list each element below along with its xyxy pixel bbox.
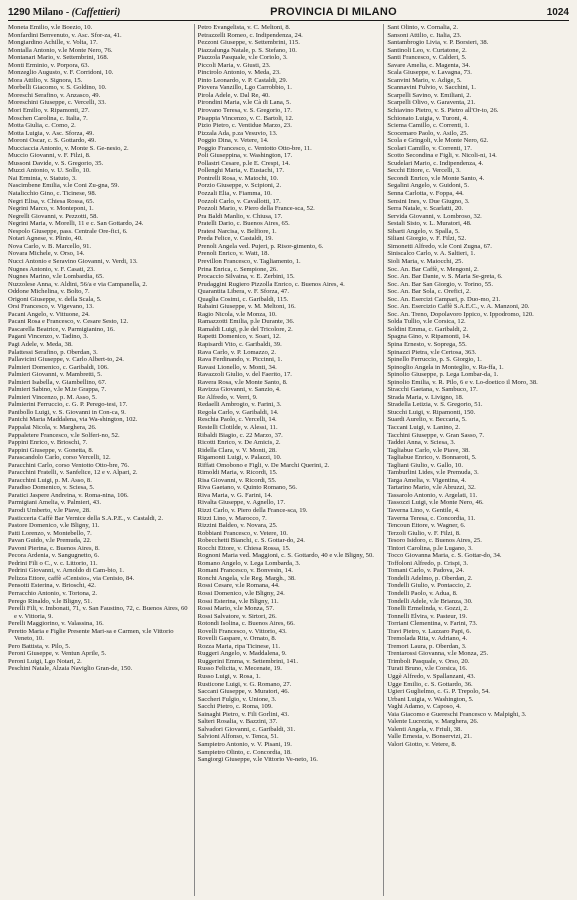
directory-entry: Perego Rinaldo, v.le Bligny, 51. — [8, 597, 93, 605]
directory-entry: Rossi Salvatore, v. Sirtori, 26. — [197, 612, 277, 620]
directory-columns — [8, 24, 569, 896]
directory-entry: Moschen Carolina, c. Italia, 7. — [8, 114, 88, 122]
directory-entry: Pirondini Maria, v.le Cà di Lana, 5. — [197, 99, 292, 107]
directory-entry: Turati Bruno, v.le Corsica, 16. — [387, 665, 468, 673]
directory-entry: Palattessi Serafino, p. Oberdan, 3. — [8, 348, 98, 356]
directory-entry: Mongiardino Achille, v. Volta, 17. — [8, 39, 98, 47]
directory-entry: Santambrogio Livia, v. P. Borsieri, 38. — [387, 39, 489, 47]
directory-entry: Pastore Domenico, v.le Bligny, 11. — [8, 522, 100, 530]
column-3 — [383, 24, 569, 896]
directory-entry: Paratici Jaspere Andreina, v. Roma-nina, 106. — [8, 491, 129, 499]
directory-entry: Tonnelli Elvira, v. Pasteur, 19. — [387, 612, 468, 620]
directory-entry: Mora Attilio, v. Signora, 15. — [8, 76, 83, 84]
directory-entry: Rigamonti Luigi, v. Palazzi, 10. — [197, 454, 282, 462]
directory-entry: Spinazzi Pietra, v.le Certosa, 363. — [387, 348, 477, 356]
directory-entry: Parodi Umberto, v.le Piave, 28. — [8, 507, 91, 514]
directory-entry: Pero Battista, v. Pilo, 5. — [8, 642, 71, 650]
directory-entry: Spinolio Giuseppe, p. Lega Lombar-da, 1. — [387, 371, 499, 379]
directory-entry: Prudaggini Rugiero Pizzolla Enrico, c. Buenos Aires, 4. — [197, 280, 345, 288]
directory-entry: Simonetti Alfredo, v.le Coni Zugna, 67. — [387, 242, 492, 250]
directory-entry: Notari Agnese, v. Plinio, 40. — [8, 235, 83, 243]
directory-entry: Riva Gaetano, v. Quinto Romano, 56. — [197, 484, 298, 492]
directory-entry: Pelizza Ettore, caffè «Cenisio», via Cenisio, 84. — [8, 574, 135, 582]
directory-entry: Parascandolo Carlo, corso Vercelli, 12. — [8, 454, 111, 462]
directory-entry: Sampietro Olinto, c. Concordia, 18. — [197, 748, 292, 756]
directory-entry: Scarpelli Savino, v. Emiliani, 2. — [387, 91, 472, 99]
directory-entry: Santi Francesco, v. Calderi, 5. — [387, 54, 467, 62]
directory-entry: Siliani Giorgio, v. F. Filzi, 52. — [387, 235, 467, 243]
directory-entry: Valle Ernesta, v. Bonservizi, 21. — [387, 733, 472, 741]
directory-entry: Tondelli Adele, v.le Brianza, 30. — [387, 597, 473, 605]
directory-entry: Valenti Angela, v. Friuli, 38. — [387, 725, 463, 733]
directory-entry: Pezzoni Giuseppe, v. Settembrini, 115. — [197, 39, 300, 47]
directory-entry: Scola e Gringoli, v.le Monte Nero, 62. — [387, 137, 489, 145]
directory-entry: Saccheri Fulgio, v. Unione, 3. — [197, 695, 277, 703]
directory-entry: Scala Giuseppe, v. Lavagna, 73. — [387, 69, 472, 77]
directory-entry: Vaghi Adamo, v. Caposo, 4. — [387, 703, 461, 711]
directory-entry: Mucciaccia Antonio, v. Monte S. Ge-nesio, 2. — [8, 144, 129, 152]
directory-entry: Panibollo Luigi, v. S. Giovanni in Con-ca, 9. — [8, 408, 126, 416]
directory-entry: Rusticone Luigi, v. G. Romano, 27. — [197, 680, 292, 688]
directory-entry: Romani Francesco, v. Bonvesin, 14. — [197, 567, 293, 575]
directory-entry: Tomani Carlo, v. Padova, 24. — [387, 567, 465, 575]
directory-entry: Sansoni Attilio, c. Italia, 23. — [387, 31, 462, 39]
directory-entry: Urbani Luigia, v. Washington, 5. — [387, 695, 474, 703]
directory-entry: Sampietro Antonio, v. V. Pisani, 19. — [197, 740, 292, 748]
directory-entry: Soc. An. Bar Sola, c. Orefici, 2. — [387, 288, 471, 296]
directory-entry: Tremori Laura, p. Oberdan, 3. — [387, 642, 467, 650]
directory-entry: Pappaletere Francesco, v.le Solferi-no, 52. — [8, 431, 120, 439]
directory-entry: Moneta Emilio, v.le Boezio, 10. — [8, 24, 93, 31]
directory-entry: Salteri Rosalia, v. Bazzini, 37. — [197, 718, 278, 726]
directory-entry: Paracchini Luigi, p. M. Asso, 8. — [8, 476, 92, 484]
directory-entry: Serra Natale, v. Scarlatti, 20. — [387, 205, 464, 213]
column-2 — [194, 24, 380, 896]
directory-entry: Palmieri Giovanni, v. Mambretti, 5. — [8, 371, 103, 379]
directory-entry: Stracchi Gaetana, v. Sambuco, 17. — [387, 386, 478, 394]
page-header — [8, 6, 569, 21]
header-left: 1290 Milano - (Caffettieri) — [8, 7, 121, 18]
directory-entry: Peretto Maria e Figlie Presente Mari-sa e Carmen, v.le Vittorio Veneto, 10. — [8, 627, 174, 643]
directory-entry: Rizzi Lino, v. Marocco, 7. — [197, 514, 267, 522]
directory-entry: Tartarino Mario, v.le Abruzzi, 32. — [387, 484, 476, 492]
directory-entry: Taverna Teresa, c. Concordia, 11. — [387, 514, 476, 522]
directory-entry: Tonelli Ermelinda, v. Gozzi, 2. — [387, 605, 469, 613]
directory-entry: Soc. An. Esercizio Caffè S.A.E.C., v. A. Manzoni, 20. — [387, 303, 530, 311]
directory-entry: Scanvini Mario, v. Adige, 5. — [387, 76, 462, 84]
directory-entry: Russo Felicita, v. Mecenate, 19. — [197, 665, 282, 673]
directory-entry: Piovera Vanzillo, Lgo Carrobbio, 1. — [197, 84, 292, 92]
directory-entry: Spina Ernesto, v. Soprega, 55. — [387, 340, 467, 348]
directory-entry: Perelli Maggiorino, v. Valassina, 16. — [8, 620, 104, 628]
directory-entry: Nai Erminia, v. Statuto, 3. — [8, 174, 77, 182]
directory-entry: Poli Giuseppina, v. Washington, 17. — [197, 152, 293, 160]
directory-entry: Scocemaro Paolo, v. Asilo, 25. — [387, 129, 469, 137]
directory-entry: Sacchi Pietro, c. Roma, 109. — [197, 703, 273, 711]
directory-entry: Petrazzelli Romeo, c. Indipendenza, 24. — [197, 31, 303, 39]
directory-entry: Soc. An. Bar Caffè, v. Mengoni, 2. — [387, 265, 479, 273]
directory-entry: Scarpelli Olivo, v. Garaventa, 21. — [387, 99, 476, 107]
header-city: Milano — [32, 7, 64, 18]
directory-entry: Rizzi Carlo, v. Piero della France-sca, 19. — [197, 507, 308, 514]
directory-entry: Pedrini Fili o C., v. c. Littorio, 11. — [8, 559, 98, 567]
directory-entry: Muccio Giovanni, v. F. Filzi, 8. — [8, 152, 91, 160]
directory-entry: Taccani Luigi, v. Lanino, 2. — [387, 423, 461, 431]
directory-entry: Sestali Sisto, v. L. Muratori, 48. — [387, 220, 472, 228]
directory-entry: Pacani Rosa e Francesco, v. Cesare Sesto, 12. — [8, 318, 129, 326]
directory-entry: Sensini Ines, v. Due Giugno, 3. — [387, 197, 470, 205]
directory-entry: Santinoli Leo, v. Curtatone, 2. — [387, 46, 467, 54]
directory-entry: Siniscalco Carlo, v. A. Saltieri, 1. — [387, 250, 476, 258]
directory-entry: Saccani Giuseppe, v. Muratori, 46. — [197, 688, 290, 696]
directory-entry: Rocchi Ettore, v. Chiesa Rossa, 15. — [197, 544, 291, 552]
directory-entry: Paracchini Fratelli, v. Sanfelice, 12 e v. Alpari, 2. — [8, 469, 138, 477]
directory-entry: Palmieri Isabella, v. Giambellino, 67. — [8, 378, 107, 386]
directory-entry: Vaia Giacomo e Guereschi Francesco v. Malpighi, 3. — [387, 710, 527, 718]
directory-entry: Peroni Luigi, Lgo Notari, 2. — [8, 657, 82, 665]
directory-entry: Negrelli Giovanni, v. Pezzotti, 58. — [8, 212, 99, 220]
directory-entry: Rava Ferdinando, v. Piccinni, 1. — [197, 356, 283, 364]
directory-entry: Preda Felice, v. Castaldi, 19. — [197, 235, 274, 243]
directory-entry: Spinello Ferruccio, p. S. Giorgio, 1. — [387, 356, 482, 364]
directory-entry: Travi Pietro, v. Lazzaro Papi, 6. — [387, 627, 472, 635]
directory-entry: Pagi Adele, v. Meda, 38. — [8, 340, 73, 348]
directory-entry: Quaglia Cosimi, c. Garibaldi, 115. — [197, 295, 289, 303]
directory-entry: Valori Giotto, v. Vetere, 8. — [387, 740, 457, 748]
directory-entry: Pappini Enrico, v. Brioschi, 7. — [8, 439, 88, 447]
directory-entry: Tondelli Paolo, v. Adua, 8. — [387, 590, 458, 598]
directory-entry: Tondelli Giulio, v. Pontaccio, 2. — [387, 582, 472, 590]
directory-entry: Ugge Emilio, c. S. Gottardo, 36. — [387, 680, 473, 688]
directory-entry: Peschini Natale, Alzaia Naviglio Gran-de, 150. — [8, 665, 133, 673]
directory-entry: Ravazzoli Giulio, v. del Faerito, 17. — [197, 371, 292, 379]
directory-entry: Spagna Gino, v. Ripamonti, 14. — [387, 333, 471, 341]
column-1 — [8, 24, 190, 896]
directory-entry: Pirola Adele, v. Dal Re, 40. — [197, 91, 270, 99]
directory-entry: Terzoli Giulio, v. F. Filzi, 8. — [387, 529, 461, 537]
directory-entry: Pirovano Teresa, v. S. Gregorio, 17. — [197, 107, 292, 115]
directory-entry: Ravasi Lionello, v. Monti, 34. — [197, 363, 277, 371]
directory-entry: Muzzi Antonio, v. U. Sollo, 10. — [8, 167, 91, 175]
header-right-number: 1024 — [546, 7, 569, 18]
directory-entry: Russo Luigi, v. Rosa, 1. — [197, 673, 261, 681]
directory-entry: Sibarti Angelo, v. Spalla, 5. — [387, 227, 460, 235]
directory-entry: Rossi Esterina, v.le Bligny, 11. — [197, 597, 279, 605]
directory-entry: Scolari Camillo, v. Correnti, 17. — [387, 144, 472, 152]
directory-entry: Sciema Camillo, c. Correnti, 1. — [387, 122, 470, 130]
directory-entry: Salvadori Giovanni, c. Garibaldi, 31. — [197, 725, 296, 733]
directory-entry: Soc. An. Bar San Giorgio, v. Torino, 55. — [387, 280, 493, 288]
directory-entry: Ribaldi Biagio, c. 22 Marzo, 37. — [197, 431, 283, 439]
directory-entry: Tondelli Adelmo, p. Oberdan, 2. — [387, 574, 473, 582]
directory-entry: Schionato Luigia, v. Turoni, 4. — [387, 114, 468, 122]
directory-entry: Panichi Maria Maddalena, via Wa-shington, 102. — [8, 416, 138, 424]
directory-entry: Pavoni Pierina, c. Buenos Aires, 8. — [8, 544, 100, 552]
directory-entry: Ronchi Angela, v.le Reg. Margh., 38. — [197, 574, 296, 582]
directory-entry: Pallavicini Giuseppe, v. Carlo Albert-to, 24. — [8, 356, 124, 364]
directory-entry: Stucchi Luigi, v. Ripamonti, 150. — [387, 408, 476, 416]
directory-entry: Spinoglio Angela in Monteglio, v. Ra-ffa, 1. — [387, 363, 504, 371]
directory-entry: Robbiani Francesco, v. Vetere, 10. — [197, 529, 288, 537]
header-province: PROVINCIA DI MILANO — [270, 6, 397, 18]
directory-entry: Monti Erminio, v. Porpora, 63. — [8, 61, 90, 69]
directory-entry: Motta Luigia, v. Asc. Sforza, 49. — [8, 129, 95, 137]
directory-entry: Piccoli Maria, v. Giusti, 23. — [197, 61, 271, 69]
directory-entry: Tintori Carolina, p.le Lugano, 3. — [387, 544, 473, 552]
directory-entry: Pollastri Cesare, p.le E. Crespi, 14. — [197, 159, 290, 167]
directory-entry: Rossi Mario, v.le Monza, 57. — [197, 605, 275, 613]
directory-entry: Solda Tullio, v.le Corsica, 12. — [387, 318, 466, 326]
directory-entry: Pagani Vincenzo, v. Tadino, 3. — [8, 333, 89, 341]
directory-entry: Pratelli Dario, c. Buenos Aires, 65. — [197, 220, 290, 228]
directory-entry: Tesoro Isidoro, c. Buenos Aires, 25. — [387, 537, 482, 545]
directory-entry: Rovelli Francesco, v. Vittorio, 43. — [197, 627, 287, 635]
directory-entry: Parmigiani Amelia, v. Palmieri, 43. — [8, 499, 101, 507]
directory-entry: Pizio Pietro, c. Ventidue Marzo, 23. — [197, 122, 292, 130]
directory-entry: Rapisardi Vito, c. Garibaldi, 39. — [197, 340, 282, 348]
directory-entry: Ruggerini Emma, v. Settembrini, 141. — [197, 657, 298, 665]
directory-entry: Tremolada Rita, v. Adriano, 4. — [387, 635, 468, 643]
directory-entry: Secondi Enrico, v.le Monte Santo, 4. — [387, 174, 485, 182]
directory-entry: Taverna Lino, v. Gentile, 4. — [387, 507, 460, 514]
directory-entry: Poggio Dina, v. Vetere, 14. — [197, 137, 269, 145]
directory-entry: Targa Amelia, v. Vigentina, 4. — [387, 476, 467, 484]
directory-entry: Valente Lucrezia, v. Marghera, 26. — [387, 718, 479, 726]
directory-entry: Pascarella Beatrice, v. Parmigianino, 16. — [8, 325, 115, 333]
directory-entry: Perelli Fili, v. Imbonati, 71, v. San Faustino, 72, c. Buenos Aires, 60 e v. Vittoria, 9. — [8, 605, 188, 620]
directory-entry: Procaccio Silvaina, v. E. Zerbini, 15. — [197, 273, 295, 281]
directory-entry: Sant Olinto, v. Cornalia, 2. — [387, 24, 458, 31]
directory-entry: Nucci Antonio e Seravino Giovanni, v. Verdi, 13. — [8, 257, 138, 265]
directory-entry: Moreschi Serafino, v. Anzasco, 49. — [8, 91, 101, 99]
directory-entry: Pontrelli Rosa, v. Matochi, 10. — [197, 174, 279, 182]
directory-entry: Sioli Maria, v. Maiocchi, 25. — [387, 257, 464, 265]
directory-entry: Orsi Francesco, v. Vigevano, 13. — [8, 303, 94, 311]
directory-entry: Motta Giulia, c. Como, 2. — [8, 122, 76, 130]
directory-entry: Origoni Giuseppe, v. della Scala, 5. — [8, 295, 102, 303]
directory-entry: Ravera Rosa, v.le Monte Santo, 8. — [197, 378, 288, 386]
directory-entry: Oddone Michelina, v. Bolto, 7. — [8, 288, 90, 296]
directory-entry: Rimoldi Maria, v. Ricordi, 15. — [197, 469, 278, 477]
directory-entry: Taddei Anna, v. Sciesa, 3. — [387, 439, 456, 447]
directory-entry: Sainaghi Pietro, v. Fili Gorlini, 43. — [197, 710, 290, 718]
directory-entry: Pappini Giuseppe, v. Gonetta, 8. — [8, 446, 94, 454]
directory-entry: Scannavini Fulvio, v. Sacchini, 1. — [387, 84, 476, 92]
directory-entry: Pedrini Giovanni, v. Arnoldo di Cam-bio, 1. — [8, 567, 125, 575]
directory-entry: Strada Maria, v. Livigno, 18. — [387, 393, 464, 401]
directory-entry: Riffati Omobono e Figli, v. De Marchi Querini, 2. — [197, 461, 330, 469]
directory-entry: Piazzalunga Natale, p. S. Stefano, 10. — [197, 46, 297, 54]
directory-entry: Monfardini Benvenuto, v. Asc. Sfor-za, 41. — [8, 31, 122, 39]
directory-entry: Pacani Angelo, v. Vittuone, 24. — [8, 310, 90, 318]
directory-entry: Robecchetti Bianchi, c. S. Gottar-do, 24. — [197, 537, 305, 545]
directory-entry: Paracchini Carlo, corso Ventotto Otto-bre, 76. — [8, 461, 130, 469]
directory-entry: Tagliabue Enrico, v. Bonnaroti, 5. — [387, 454, 477, 462]
directory-entry: Pra Baldi Manlio, v. Chiusa, 17. — [197, 212, 283, 220]
directory-entry: Pappalai Nicola, v. Marghera, 26. — [8, 423, 97, 431]
directory-entry: Rognoni Maria ved. Maggioni, c. S. Gottardo, 40 e v.le Bligny, 50. — [197, 552, 374, 560]
directory-entry: Prina Enrica, c. Sempione, 26. — [197, 265, 278, 273]
directory-entry: Nova Carlo, v. B. Marcello, 91. — [8, 242, 92, 250]
directory-entry: Tagliani Giulio, v. Gallo, 10. — [387, 461, 464, 469]
directory-entry: Ruggeri Angelo, v. Maddalena, 9. — [197, 650, 287, 658]
directory-entry: Toffoloni Alfredo, p. Crispi, 3. — [387, 559, 469, 567]
directory-entry: Ramaldi Luigi, p.le del Tricolore, 2. — [197, 325, 293, 333]
directory-entry: Negrini Maria, v. Morelli, 11 e c. San Gottardo, 24. — [8, 220, 144, 228]
directory-entry: Rabaini Giuseppe, v. M. Meltoni, 16. — [197, 303, 296, 311]
directory-entry: Reschia Paolo, c. Vercelli, 14. — [197, 416, 277, 424]
directory-entry: Torriani Clementina, v. Farini, 73. — [387, 620, 478, 628]
directory-entry: Previllon Francesco, v. Tagliamento, 1. — [197, 257, 301, 265]
directory-entry: Pinto Leonardo, v. P. Castaldi, 29. — [197, 76, 288, 84]
directory-entry: Uggè Alfredo, v. Spallanzani, 43. — [387, 673, 476, 681]
directory-entry: Redaelli Ambrogio, v. Farini, 3. — [197, 401, 282, 409]
directory-entry: Palmieri Vincenzo, p. M. Asso, 5. — [8, 393, 97, 401]
directory-entry: Moreschini Giuseppe, c. Vercelli, 33. — [8, 99, 107, 107]
directory-entry: Pozzali Elia, v. Fiamma, 10. — [197, 190, 272, 198]
directory-entry: Paradiso Domenico, v. Sciesa, 5. — [8, 484, 95, 492]
directory-entry: Palmieri Domenico, c. Garibaldi, 106. — [8, 363, 109, 371]
directory-entry: Mori Emilio, v. Ripamonti, 27. — [8, 107, 90, 115]
directory-entry: Montalla Antonio, v.le Monte Nero, 76. — [8, 46, 113, 54]
directory-entry: Sangiorgi Giuseppe, v.le Vittorio Ve-neto, 16. — [197, 756, 318, 764]
directory-entry: Natalicchio Gino, c. Ticinese, 98. — [8, 190, 97, 198]
directory-entry: Rossi Cesare, v.le Romana, 44. — [197, 582, 280, 590]
directory-entry: Servida Giovanni, v. Lombroso, 32. — [387, 212, 482, 220]
directory-entry: Prenoli Enrico, v. Watt, 18. — [197, 250, 270, 258]
directory-entry: Nuzzolese Anna, v. Aldini, 56/a e via Campanella, 2. — [8, 280, 148, 288]
directory-entry: Mussoni Davide, v. S. Gregorio, 35. — [8, 159, 104, 167]
directory-entry: Morbelli Giacomo, v. S. Goldino, 10. — [8, 84, 107, 92]
directory-entry: Suardi Aurelio, v. Beccaria, 5. — [387, 416, 467, 424]
directory-entry: Savare Amelia, c. Magenta, 34. — [387, 61, 471, 69]
directory-entry: Poggio Francesco, c. Ventotto Otto-bre, 11. — [197, 144, 312, 152]
directory-entry: Trimboli Pasquale, v. Orso, 20. — [387, 657, 470, 665]
directory-entry: Nugnes Marino, v.le Lombardia, 65. — [8, 273, 104, 281]
directory-entry: Porzio Giuseppe, v. Scipioni, 2. — [197, 182, 282, 190]
directory-entry: Montanari Mario, v. Settembrini, 168. — [8, 54, 109, 62]
directory-entry: Piazzola Pasquale, v.le Coriolo, 3. — [197, 54, 288, 62]
directory-entry: Tassarolo Antonio, v. Argelati, 11. — [387, 491, 478, 499]
directory-entry: Rotondi Isolina, c. Buenos Aires, 66. — [197, 620, 295, 628]
directory-entry: Ridella Clara, v. V. Monti, 28. — [197, 446, 277, 454]
directory-entry: Nespolo Giuseppe, pass. Centrale Ore-fici, 6. — [8, 227, 128, 235]
directory-entry: Pavan Guido, v.le Premuda, 22. — [8, 537, 92, 545]
directory-entry: Soc. An. Esercizi Campari, p. Duo-mo, 21. — [387, 295, 501, 303]
directory-entry: Rapetti Domenico, v. Soari, 12. — [197, 333, 281, 341]
directory-entry: Quarantita Libera, v. F. Sforza, 47. — [197, 288, 289, 296]
directory-entry: Pecora Ardenia, v. Sangugnetto, 6. — [8, 552, 100, 560]
directory-entry: Pozzoli Carlo, v. Cavallotti, 17. — [197, 197, 281, 205]
directory-entry: Rossi Domenico, v.le Bligny, 24. — [197, 590, 285, 598]
directory-entry: Ricotti Enrico, v. De Amicis, 2. — [197, 439, 281, 447]
directory-entry: Tacchini Giuseppe, v. Gran Sasso, 7. — [387, 431, 485, 439]
directory-entry: Ugieri Guglielmo, c. G. P. Trepolo, 54. — [387, 688, 490, 696]
directory-entry: Ramazzotti Emilia, p.le Durante, 36. — [197, 318, 295, 326]
directory-entry: Risa Giovanni, v. Ricordi, 55. — [197, 476, 277, 484]
directory-entry: Rizzini Baldeo, v. Novara, 25. — [197, 522, 278, 530]
directory-entry: Romano Angelo, v. Lega Lombarda, 3. — [197, 559, 301, 567]
directory-entry: Palmierini Ferruccio, c. G. P. Perego-tesi, 17. — [8, 401, 128, 409]
directory-entry: Monzeglio Augusto, v. F. Corridoni, 10. — [8, 69, 114, 77]
directory-entry: Pratesi Narcisa, v. Belfiore, 1. — [197, 227, 277, 235]
directory-entry: Rivalta Giuseppe, v. Agnello, 17. — [197, 499, 286, 507]
page-number: 1290 — [8, 7, 31, 18]
directory-entry: Scotto Secondina e Figli, v. Nicoli-ni, 14. — [387, 152, 497, 160]
directory-entry: Riva Maria, v. G. Farini, 14. — [197, 491, 273, 499]
directory-entry: Tamburlini Lides, v.le Premuda, 3. — [387, 469, 479, 477]
directory-entry: Secchi Ettore, c. Vercelli, 3. — [387, 167, 461, 175]
directory-entry: Schiavino Pietro, v. S. Pietro all'Or-to, 26. — [387, 107, 499, 115]
directory-entry: Segalini Angelo, v. Guidoni, 5. — [387, 182, 469, 190]
directory-entry: Nugnes Antonio, v. F. Casati, 23. — [8, 265, 95, 273]
directory-entry: Soldini Emma, c. Garibaldi, 2. — [387, 325, 468, 333]
directory-entry: Moroni Oscar, c. S. Gottardo, 49. — [8, 137, 97, 145]
directory-entry: Pincirolo Antonio, v. Meda, 23. — [197, 69, 281, 77]
directory-entry: Petro Evangelista, v. C. Meltoni, 8. — [197, 24, 291, 31]
directory-entry: Re Alfredo, v. Verri, 9. — [197, 393, 258, 401]
directory-entry: Novara Michele, v. Orso, 14. — [8, 250, 85, 258]
directory-entry: Pensotti Esterina, v. Brioschi, 42. — [8, 582, 96, 590]
directory-entry: Tencoun Ettore, v. Wagner, 6. — [387, 522, 466, 530]
header-category: (Caffettieri) — [71, 7, 121, 18]
directory-entry: Negrini Marco, v. Monteponi, 1. — [8, 205, 94, 213]
directory-entry: Tocco Giovanna Maria, c. S. Gottar-do, 34. — [387, 552, 502, 560]
directory-entry: Peroni Giuseppe, v. Ventun Aprile, 5. — [8, 650, 107, 658]
directory-entry: Stradella Letizia, v. S. Gregorio, 51. — [387, 401, 483, 409]
directory-entry: Patti Lorenzo, v. Montebello, 7. — [8, 529, 92, 537]
directory-entry: Senna Carlotta, v. Foppa, 44. — [387, 190, 464, 198]
directory-entry: Prenoli Angela ved. Pujeri, p. Risor-gimento, 6. — [197, 242, 324, 250]
directory-entry: Trentarossi Giovanna, v.le Monza, 25. — [387, 650, 489, 658]
directory-entry: Perracchio Antonio, v. Tortona, 2. — [8, 590, 98, 598]
directory-entry: Negri Elisa, v. Chiesa Rossa, 65. — [8, 197, 95, 205]
directory-entry: Salvioni Alfonso, v. Tenca, 51. — [197, 733, 279, 741]
directory-entry: Palmieri Sabino, v.le M.te Grappa, 7. — [8, 386, 107, 394]
directory-entry: Scudelari Mario, c. Indipendenza, 4. — [387, 159, 484, 167]
directory-entry: Ragio Nicola, v.le Monza, 10. — [197, 310, 277, 318]
directory-entry: Rovelli Gaspare, v. Ornato, 8. — [197, 635, 277, 643]
directory-entry: Tagliabue Carlo, v.le Piave, 38. — [387, 446, 470, 454]
directory-entry: Nascimbene Emilia, v.le Coni Zu-gna, 59. — [8, 182, 120, 190]
directory-entry: Restelli Clotilde, v. Alessi, 11. — [197, 423, 278, 431]
directory-entry: Pozzoli Mario, v. Piero della France-sca, 52. — [197, 205, 315, 213]
directory-entry: Rozza Maria, ripa Ticinese, 11. — [197, 642, 281, 650]
directory-entry: Rava Carlo, v. P. Lomazzo, 2. — [197, 348, 276, 356]
directory-entry: Pizzala Ada, p.za Vesuvio, 13. — [197, 129, 278, 137]
directory-entry: Pisappia Vincenzo, v. C. Bartoli, 12. — [197, 114, 294, 122]
directory-entry: Ravizza Giovanni, v. Sanzio, 4. — [197, 386, 281, 394]
directory-entry: Tassozzi Luigi, v.le Monte Nero, 46. — [387, 499, 484, 507]
directory-entry: Pollenghi Maria, v. Eustachi, 17. — [197, 167, 285, 175]
directory-entry: Spinolio Emilia, v. R. Pilo, 6 e v. Lo-doetico il Moro, 38. — [387, 378, 538, 386]
directory-entry: Soc. An. Treno, Dopolavoro Ippico, v. Ippodromo, 120. — [387, 310, 534, 318]
directory-entry: Regola Carlo, v. Garibaldi, 14. — [197, 408, 279, 416]
directory-entry: Soc. An. Bar Dante, v. S. Maria Se-greta, 6. — [387, 273, 503, 281]
directory-entry: Pasticceria Caffè Bar Vernice della S.A.P.E., v. Castaldi, 2. — [8, 514, 163, 522]
